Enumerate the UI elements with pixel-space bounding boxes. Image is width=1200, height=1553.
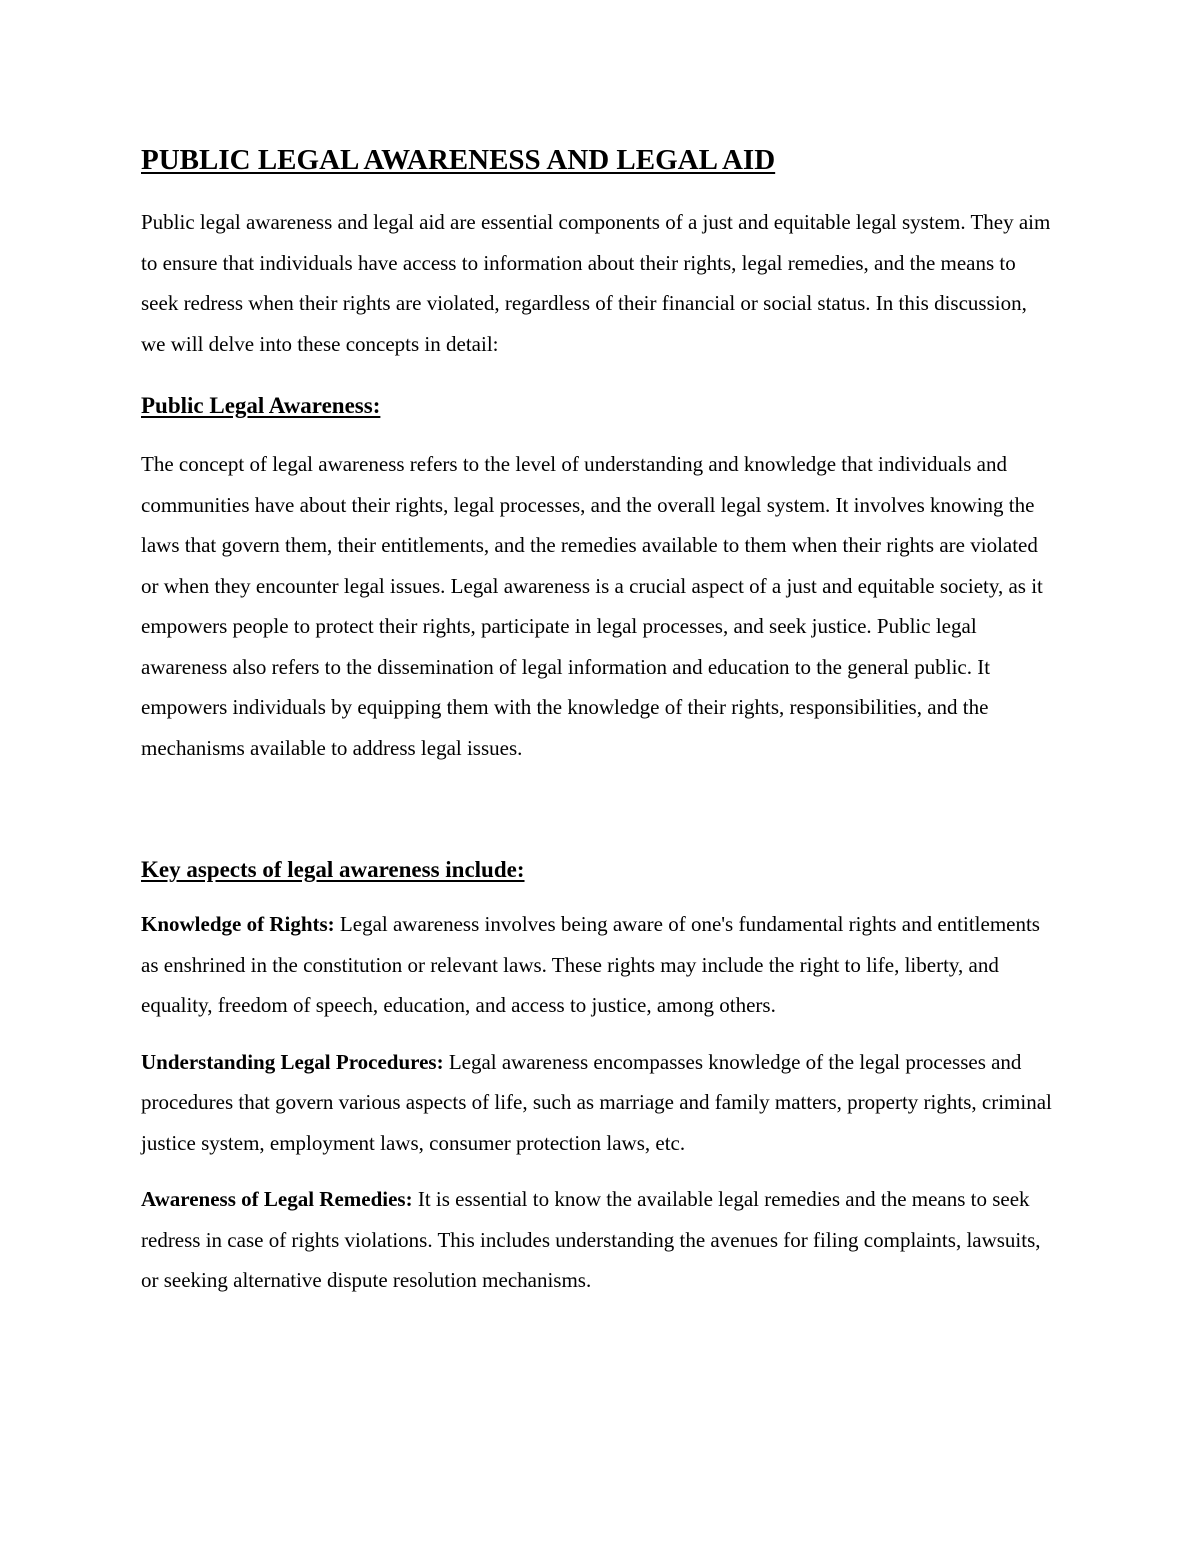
item-text: It is essential to know the available legal remedies and the means to seek redress in case of rights violations. This includes understanding the avenues for filing complaints, lawsuits, or seeking alternative dispute resolution mechanisms. — [141, 1187, 1041, 1292]
list-item-understanding-legal-procedures — [141, 1042, 1056, 1164]
item-text: Legal awareness involves being aware of one's fundamental rights and entitlements as enshrined in the constitution or relevant laws. These rights may include the right to life, liberty, and equality, freedom of speech, education, and access to justice, among others. — [141, 912, 1040, 1017]
section-heading-public-legal-awareness: Public Legal Awareness: — [141, 393, 381, 418]
item-term: Understanding Legal Procedures: — [141, 1049, 444, 1074]
document-title: PUBLIC LEGAL AWARENESS AND LEGAL AID — [141, 144, 776, 176]
section-heading-key-aspects: Key aspects of legal awareness include: — [141, 857, 525, 882]
public-legal-awareness-paragraph: The concept of legal awareness refers to the level of understanding and knowledge that individuals and communities have about their rights, legal processes, and the overall legal system. It involves knowing the laws that govern them, their entitlements, and the remedies available to them when their rights are violated or when they encounter legal issues. Legal awareness is a crucial aspect of a just and equitable society, as it empowers people to protect their rights, participate in legal processes, and seek justice. Public legal awareness also refers to the dissemination of legal information and education to the general public. It empowers individuals by equipping them with the knowledge of their rights, responsibilities, and the mechanisms available to address legal issues. — [141, 452, 1043, 760]
document-content — [141, 140, 1056, 1317]
intro-paragraph: Public legal awareness and legal aid are essential components of a just and equitable legal system. They aim to ensure that individuals have access to information about their rights, legal remedies, and the means to seek redress when their rights are violated, regardless of their financial or social status. In this discussion, we will delve into these concepts in detail: — [141, 210, 1051, 356]
item-text: Legal awareness encompasses knowledge of the legal processes and procedures that govern various aspects of life, such as marriage and family matters, property rights, criminal justice system, employment laws, consumer protection laws, etc. — [141, 1049, 1052, 1155]
list-item-knowledge-of-rights — [141, 904, 1056, 1026]
item-term: Knowledge of Rights: — [141, 912, 335, 936]
item-term: Awareness of Legal Remedies: — [141, 1187, 413, 1211]
list-item-awareness-of-legal-remedies — [141, 1179, 1056, 1301]
